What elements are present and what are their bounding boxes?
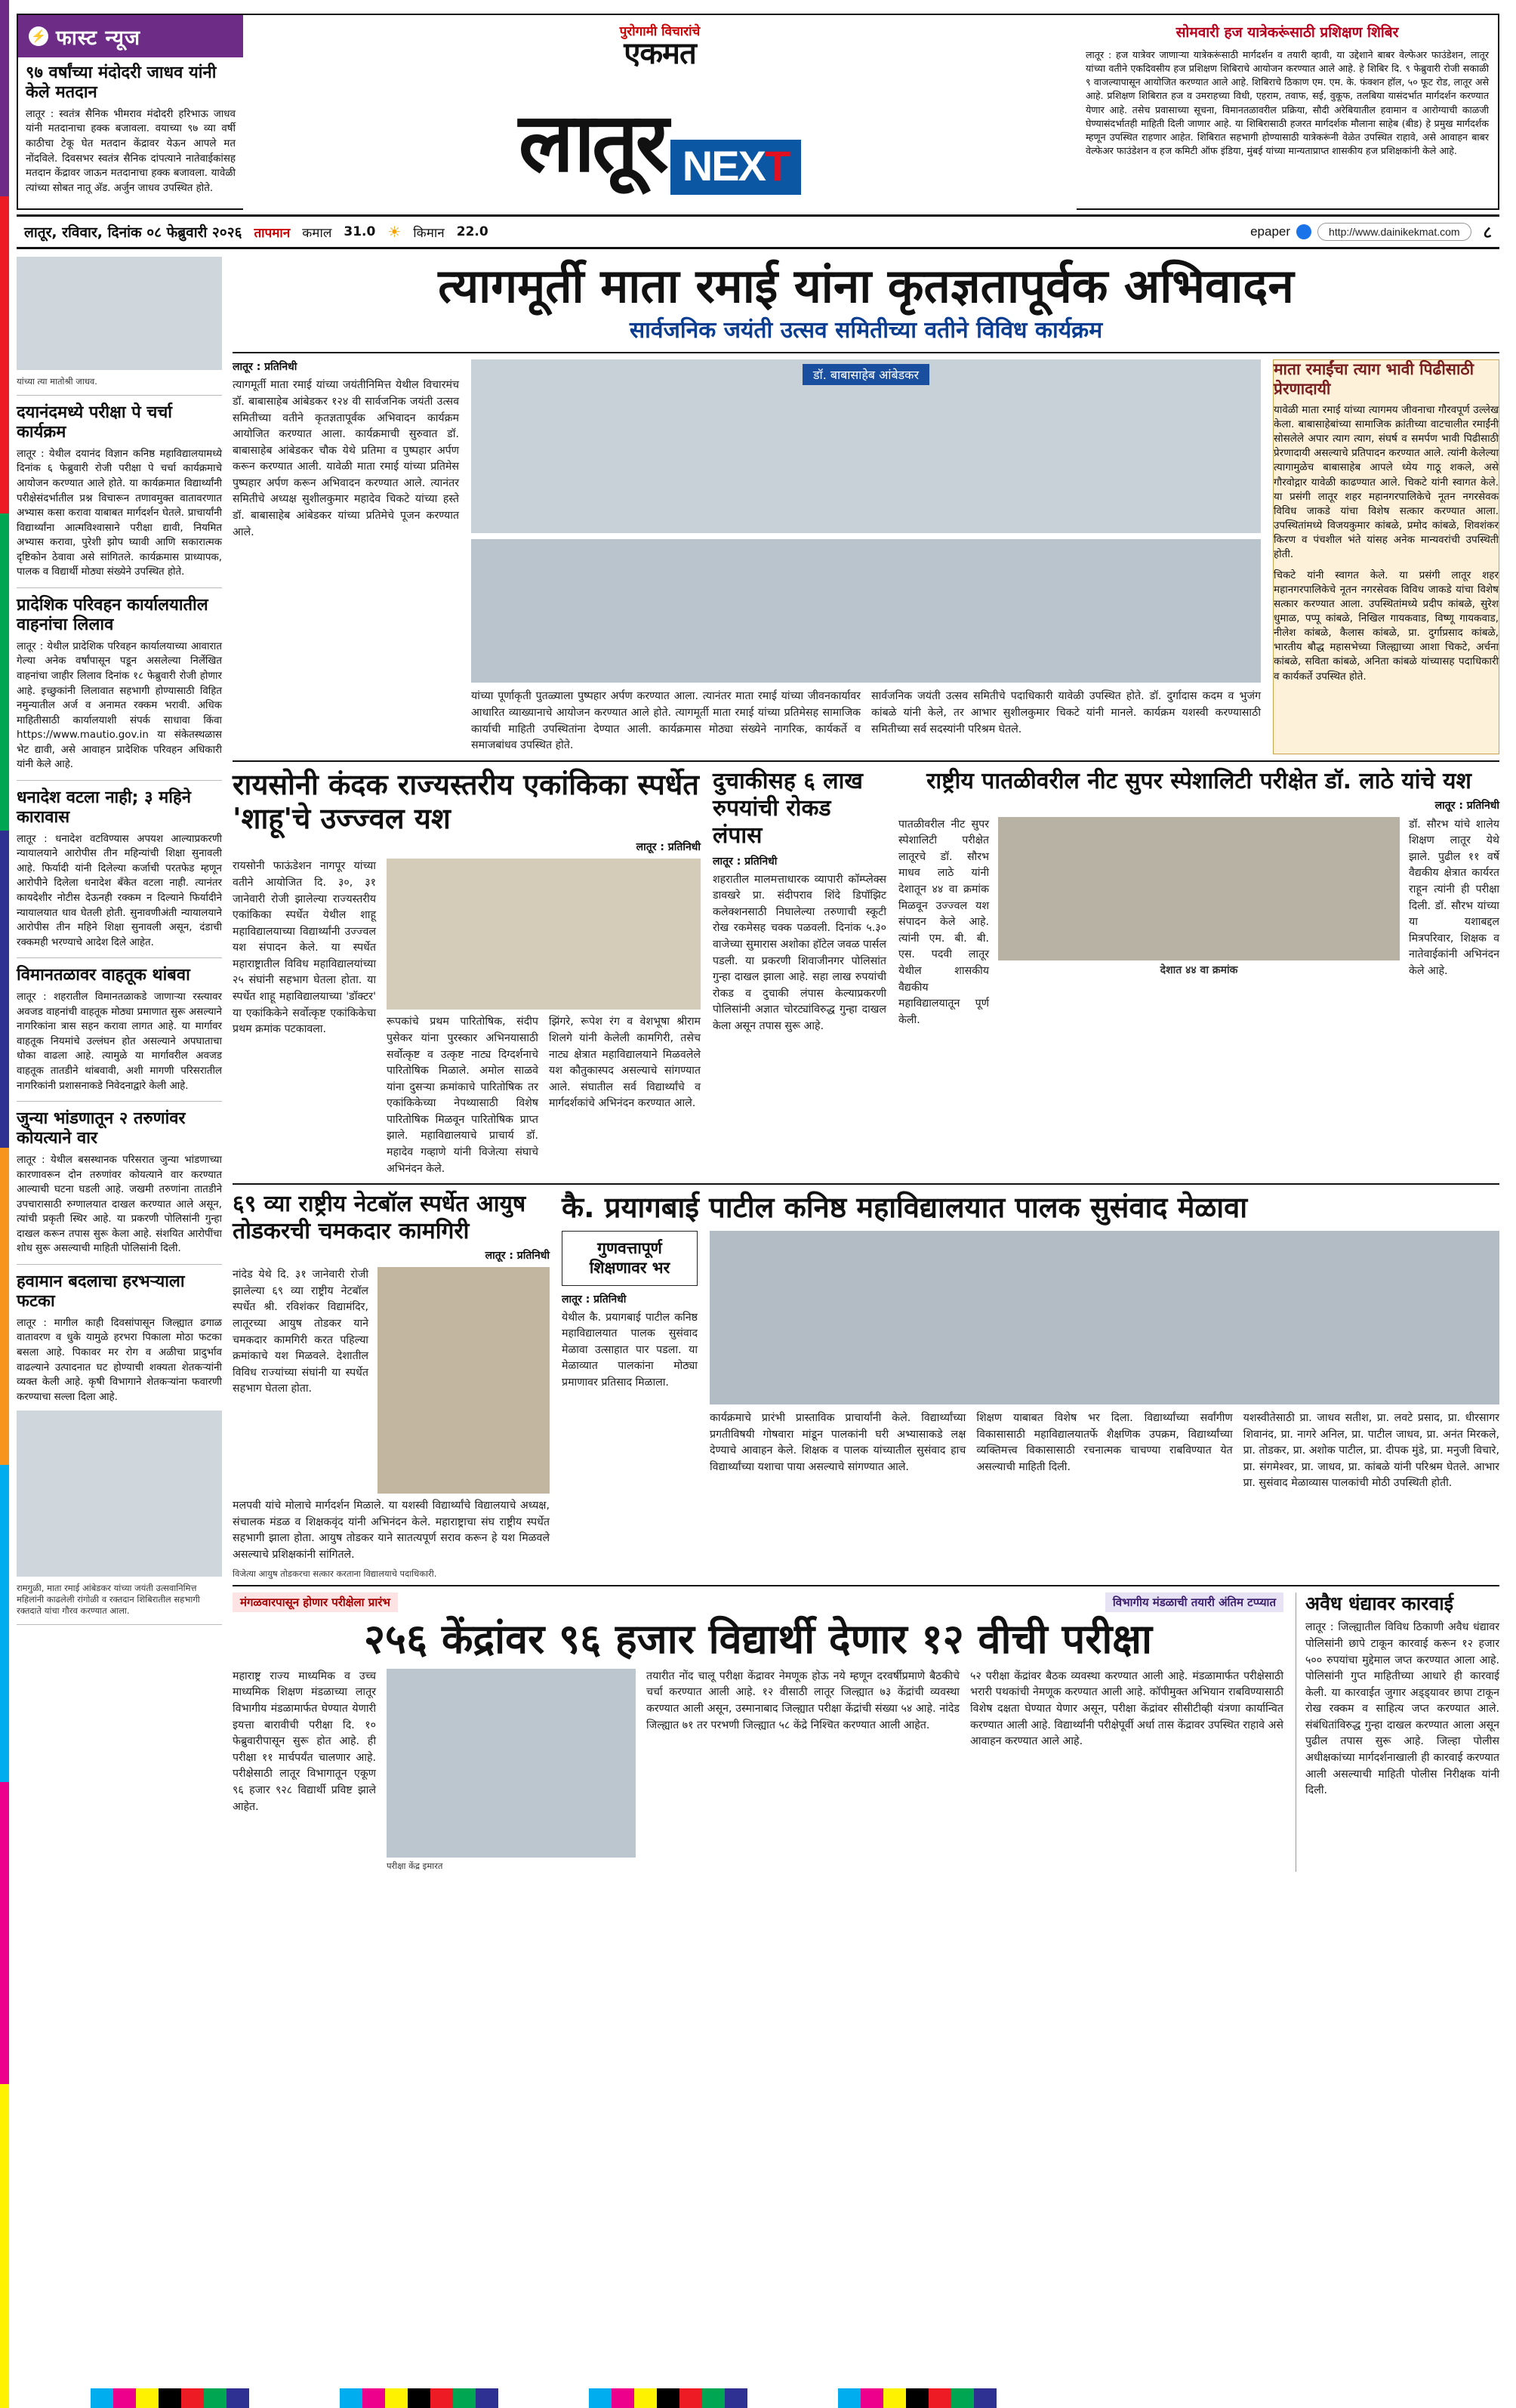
doctor-col1: पातळीवरील नीट सुपर स्पेशालिटी परीक्षेत लातूरचे डॉ. सौरभ माधव लाठे यांनी देशातून ४४ वा क्रमांक मिळवून उज्ज्वल यश संपादन केले आहे. त्यांनी एम. बी. बी. एस. पदवी लातूर येथील शासकीय वैद्यकीय महाविद्यालयातून पूर्ण केली. bbox=[898, 818, 989, 1026]
hajj-training-story bbox=[1077, 14, 1499, 210]
rayson-byline: लातूर : प्रतिनिधी bbox=[636, 841, 701, 854]
next-badge bbox=[670, 140, 801, 195]
lightning-icon: ⚡ bbox=[29, 26, 48, 46]
hospital-visit-photo bbox=[17, 1411, 222, 1577]
cheque-case-body: लातूर : धनादेश वटविण्यास अपयश आल्याप्रकरणी न्यायालयाने आरोपीस तीन महिन्यांची शिक्षा सुनावली आहे. फिर्यादी यांनी दिलेल्या कर्जाची परतफेड म्हणून आरोपीने दिलेला धनादेश बँकेत वटला नाही. त्यानंतर कायदेशीर नोटीस देऊनही रक्कम न दिल्याने फिर्यादीने न्यायालयात धाव घेतली होती. सुनावणीअंती न्यायालयाने आरोपीस तीन महिने शिक्षा सुनावली असून, दंडाची रक्कमही भरण्याचे आदेश दिले आहेत. bbox=[17, 833, 222, 948]
group-photo bbox=[471, 539, 1261, 683]
rayson-col3: झिंगरे, रूपेश रंग व वेशभूषा श्रीराम शिलगे यांनी केलेली कामगिरी, तसेच नाट्य क्षेत्रात महाविद्यालयाने मिळवलेले यश कौतुकास्पद असल्याचे सांगण्यात आले. संघातील सर्व विद्यार्थ्यांचे व मार्गदर्शकांचे अभिनंदन करण्यात आले. bbox=[549, 1016, 701, 1110]
exam-col2: तयारीत नोंद चालू परीक्षा केंद्रावर नेमणूक होऊ नये म्हणून दरवर्षीप्रमाणे बैठकीचे चर्चा करण्यात आली आहे. १२ वीसाठी लातूर जिल्ह्यात ७३ केंद्रांची व्यवस्था करण्यात आली असून, उस्मानाबाद जिल्ह्यात परीक्षा केंद्रांची संख्या ५४ आहे. नांदेड जिल्ह्यात ७१ तर परभणी जिल्ह्यात ५८ केंद्रे निश्चित करण्यात आली आहेत. bbox=[646, 1670, 960, 1731]
left-item-cheque-case bbox=[17, 788, 222, 958]
rama-box-body: यावेळी माता रमाई यांच्या त्यागमय जीवनाचा गौरवपूर्ण उल्लेख केला. बाबासाहेबांच्या सामाजिक क्रांतीच्या वाटचालीत रमाईंनी सोसलेले अपार त्याग त्याग, संघर्ष व समर्पण भावी पिढीसाठी प्रेरणादायी असल्याचे प्रतिपादन करण्यात आले. त्यांनी केलेल्या त्यागामुळेच बाबासाहेब आपले ध्येय गाठू शकले, असे गौरवोद्गार यावेळी काढण्यात आले. चिकटे यांनी स्वागत केले. या प्रसंगी लातूर शहर महानगरपालिकेचे नूतन नगरसेवक विविध जाकडे यांचा विशेष सत्कार करण्यात आला. उपस्थितांमध्ये विजयकुमार कांबळे, प्रमोद कांबळे, शिवशंकर किरण व पंचशील भंते यांसह अनेक मान्यवरांची उपस्थिती होती. bbox=[1274, 403, 1499, 561]
lead-subhead: सार्वजनिक जयंती उत्सव समितीच्या वतीने विविध कार्यक्रम bbox=[629, 317, 1103, 344]
color-bar-group bbox=[838, 2388, 997, 2408]
fastnews-lead-title: ९७ वर्षांच्या मंदोदरी जाधव यांनी केले मतदान bbox=[26, 63, 217, 102]
website-url[interactable]: http://www.dainikekmat.com bbox=[1317, 223, 1471, 241]
exam-kicker-left: मंगळवारपासून होणार परीक्षेला प्रारंभ bbox=[233, 1592, 398, 1612]
fast-news-panel bbox=[17, 14, 243, 210]
doctor-photo-caption: देशात ४४ वा क्रमांक bbox=[1160, 964, 1238, 976]
temp-max-value: 31.0 bbox=[344, 224, 376, 239]
lead-col3: सार्वजनिक जयंती उत्सव समितीचे पदाधिकारी यावेळी उपस्थित होते. डॉ. दुर्गादास कदम व भुजंग कांबळे यांनी केले, तर आभार सुशीलकुमार चिकटे यांनी मानले. कार्यक्रम यशस्वी करण्यासाठी समितीच्या सर्व सदस्यांनी परिश्रम घेतले. bbox=[871, 690, 1261, 735]
prayagbai-col3: शिक्षण याबाबत विशेष भर दिला. विद्यार्थ्यांच्या सर्वांगीण विकासासाठी महाविद्यालयातर्फे शैक्षणिक उपक्रम, विद्यार्थ्यांच्या व्यक्तिमत्त्व विकासासाठी रचनात्मक चाचण्या राबविण्यात येत असल्याची माहिती दिली. bbox=[976, 1412, 1233, 1473]
rto-auction-body: लातूर : येथील प्रादेशिक परिवहन कार्यालयाच्या आवारात गेल्या अनेक वर्षांपासून पडून असलेल्या निर्लेखित वाहनांचा जाहीर लिलाव दिनांक १८ फेब्रुवारी रोजी होणार आहे. इच्छुकांनी लिलावात सहभागी होण्यासाठी विहित नमुन्यातील अर्ज व अनामत रक्कम भरावी. अधिक माहितीसाठी कार्यालयाशी संपर्क साधावा किंवा https://www.mautio.gov.in या संकेतस्थळास भेट द्यावी, असे आवाहन प्रादेशिक परिवहन अधिकारी यांनी केले आहे. bbox=[17, 640, 222, 771]
raid-body: लातूर : जिल्ह्यातील विविध ठिकाणी अवैध धंद्यावर पोलिसांनी छापे टाकून कारवाई करून १२ हजार ५०० रुपयांचा मुद्देमाल जप्त करण्यात आला आहे. पोलिसांनी गुप्त माहितीच्या आधारे ही कारवाई केली. या कारवाईत जुगार अड्ड्यावर छापा टाकून रोख रक्कम व साहित्य जप्त करण्यात आले. संबंधितांविरुद्ध गुन्हा दाखल करण्यात आला असून पुढील तपास सुरू आहे. जिल्हा पोलीस अधीक्षकांच्या मार्गदर्शनाखाली ही कारवाई करण्यात आली असल्याची माहिती पोलीस निरीक्षक यांनी दिली. bbox=[1305, 1621, 1499, 1797]
latur-wordmark: लातूर bbox=[518, 95, 666, 190]
exam-col1: महाराष्ट्र राज्य माध्यमिक व उच्च माध्यमिक शिक्षण मंडळाच्या लातूर विभागीय मंडळामार्फत घेण्यात येणारी इयत्ता बारावीची परीक्षा दि. १० फेब्रुवारीपासून सुरू होत आहे. ही परीक्षा ११ मार्चपर्यंत चालणार आहे. परीक्षेसाठी लातूर विभागातून एकूण ९६ हजार ९२८ विद्यार्थी प्रविष्ट झाले आहेत. bbox=[233, 1670, 376, 1813]
exam-headline: २५६ केंद्रांवर ९६ हजार विद्यार्थी देणार १२ वीची परीक्षा bbox=[363, 1615, 1153, 1663]
raid-headline: अवैध धंद्यावर कारवाई bbox=[1305, 1592, 1454, 1615]
left-item-airport-traffic bbox=[17, 966, 222, 1102]
ekmat-logo bbox=[620, 26, 701, 69]
row-three bbox=[233, 1191, 1499, 1579]
prayagbai-col4: यशस्वीतेसाठी प्रा. जाधव सतीश, प्रा. लवटे प्रसाद, प्रा. धीरसागर शिवानंद, प्रा. नागरे अनिल, प्रा. पाटील जाधव, प्रा. अनंत मिरकले, प्रा. तोडकर, प्रा. अशोक पाटील, प्रा. दीपक मुंडे, प्रा. मनुजी विचारे, प्रा. संगमेश्वर, प्रा. जाधव, प्रा. कांबळे यांनी परिश्रम घेतले. आभार प्रा. सुसंवाद मेळाव्यास पालकांची मोठी उपस्थिती होती. bbox=[1243, 1412, 1499, 1490]
left-rail bbox=[17, 257, 222, 1872]
temp-min-label: किमान bbox=[413, 225, 445, 241]
info-bar bbox=[17, 214, 1499, 249]
stage-banner-text: डॉ. बाबासाहेब आंबेडकर bbox=[803, 364, 929, 385]
divider bbox=[233, 1183, 1499, 1185]
divider bbox=[233, 1585, 1499, 1586]
story-lottery bbox=[713, 768, 886, 1177]
prayagbai-col2: कार्यक्रमाचे प्रारंभी प्रास्ताविक प्राचार्यांनी केले. विद्यार्थ्यांच्या प्रगतीविषयी गोषवारा मांडून पालकांनी घरी अभ्यासाकडे लक्ष देण्याचे आवाहन केले. शिक्षक व पालक यांच्यातील सुसंवाद हाच विद्यार्थ्यांच्या यशाचा पाया असल्याचे सांगण्यात आले. bbox=[710, 1412, 966, 1473]
jayanti-stage-photo bbox=[471, 359, 1261, 533]
prayagbai-kicker: गुणवत्तापूर्ण शिक्षणावर भर bbox=[562, 1231, 698, 1286]
left-item-assault bbox=[17, 1109, 222, 1265]
weather-crop-title: हवामान बदलाचा हरभऱ्याला फटका bbox=[17, 1272, 185, 1311]
story-prayagbai bbox=[562, 1191, 1499, 1579]
main-column bbox=[233, 257, 1499, 1872]
story-doctor bbox=[898, 768, 1499, 1177]
lead-story bbox=[233, 260, 1499, 754]
assault-body: लातूर : येथील बसस्थानक परिसरात जुन्या भांडणाच्या कारणावरून दोन तरुणांवर कोयत्याने वार करण्यात आल्याची घटना घडली आहे. जखमी तरुणांना तातडीने उपचारासाठी रुग्णालयात दाखल करण्यात आले असून, त्यांची प्रकृती स्थिर आहे. या प्रकरणी पोलिसांनी गुन्हा दाखल करून तपास सुरू केला आहे. संशयित आरोपींचा शोध सुरू असल्याची माहिती पोलिसांनी दिली. bbox=[17, 1155, 222, 1255]
next-label: NEX bbox=[682, 141, 765, 190]
lottery-byline: लातूर : प्रतिनिधी bbox=[713, 855, 778, 868]
exam-kicker-right: विभागीय मंडळाची तयारी अंतिम टप्प्यात bbox=[1105, 1592, 1283, 1612]
page-number: ८ bbox=[1483, 224, 1492, 242]
divider bbox=[233, 760, 1499, 762]
fast-news-title: फास्ट न्यूज bbox=[56, 26, 140, 50]
story-raid bbox=[1296, 1592, 1499, 1871]
epaper-label[interactable]: epaper bbox=[1250, 224, 1291, 239]
elderly-voters-photo bbox=[17, 257, 222, 370]
page-grid bbox=[17, 257, 1499, 1872]
rayson-col2: रूपकांचे प्रथम पारितोषिक, संदीप पुसेकर यांना पुरस्कार अभिनयासाठी सर्वोत्कृष्ट व उत्कृष्ट नाट्य दिग्दर्शनाचे पारितोषिक मिळाले. अमोल साळवे यांना दुसऱ्या क्रमांकाचे पारितोषिक तर एकांकिकेच्या नेपथ्यासाठी विशेष पारितोषिक मिळवून पारितोषिक प्राप्त झाले. महाविद्यालयाचे प्राचार्य डॉ. महादेव गव्हाणे यांनी विजेत्या संघाचे अभिनंदन केले. bbox=[387, 1016, 538, 1175]
rama-box-names: चिकटे यांनी स्वागत केले. या प्रसंगी लातूर शहर महानगरपालिकेचे नूतन नगरसेवक विविध जाकडे यांचा विशेष सत्कार करण्यात आला. उपस्थितांमध्ये प्रदीप कांबळे, सुरेश धुमाळ, पप्पू कांबळे, निखिल गायकवाड, विष्णू गायकवाड, नीलेश कांबळे, कैलास कांबळे, प्रा. दुर्गाप्रसाद कांबळे, भारतीय बौद्ध महासभेच्या जिल्ह्याच्या आशा चिकटे, अर्चना कांबळे, सविता कांबळे, अनिता कांबळे यांच्यासह पदाधिकारी व कार्यकर्ते उपस्थित होते. bbox=[1274, 569, 1499, 683]
netball-col1: नांदेड येथे दि. ३१ जानेवारी रोजी झालेल्या ६९ व्या राष्ट्रीय नेटबॉल स्पर्धेत श्री. रविशंकर विद्यामंदिर, लातूरच्या आयुष तोडकर याने चमकदार कामगिरी करत पहिल्या क्रमांकाचे यश मिळवले. देशातील विविध राज्यांच्या संघांनी या स्पर्धेत सहभाग घेतला होता. bbox=[233, 1269, 368, 1395]
doctor-col2: डॉ. सौरभ यांचे शालेय शिक्षण लातूर येथे झाले. पुढील ११ वर्षे वैद्यकीय क्षेत्रात कार्यरत राहून त्यांनी ही परीक्षा दिली. डॉ. सौरभ यांच्या या यशाबद्दल मित्रपरिवार, शिक्षक व नातेवाईकांनी अभिनंदन केले आहे. bbox=[1409, 818, 1499, 977]
rayson-col1: रायसोनी फाऊंडेशन नागपूर यांच्या वतीने आयोजित दि. ३०, ३१ जानेवारी रोजी झालेल्या राज्यस्तरीय एकांकिका स्पर्धेत येथील शाहू महाविद्यालयाच्या विद्यार्थ्यांनी उज्ज्वल यश संपादन केले. या स्पर्धेत महाराष्ट्रातील विविध महाविद्यालयांच्या २५ संघांनी सहभाग घेतला होता. या स्पर्धेत शाहू महाविद्यालयाच्या 'डॉक्टर' या एकांकिकेने सर्वोत्कृष्ट एकांकिकेचा प्रथम क्रमांक पटकावला. bbox=[233, 860, 376, 1036]
epaper-link-group[interactable] bbox=[1250, 223, 1471, 241]
netball-byline: लातूर : प्रतिनिधी bbox=[485, 1250, 550, 1263]
exam-col3: ५२ परीक्षा केंद्रांवर बैठक व्यवस्था करण्यात आली आहे. मंडळामार्फत परीक्षेसाठी भरारी पथकांची नेमणूक करण्यात आली आहे. कॉपीमुक्त अभियान राबविण्यासाठी विशेष दक्षता घेण्यात येणार असून, परीक्षा केंद्रांवर सीसीटीव्ही यंत्रणा कार्यान्वित करण्यात आली आहे. विद्यार्थ्यांनी परीक्षेपूर्वी अर्धा तास केंद्रावर उपस्थित राहावे असे आवाहन करण्यात आले आहे. bbox=[970, 1670, 1283, 1748]
rayson-award-photo bbox=[387, 859, 701, 1010]
lottery-headline: दुचाकीसह ६ लाख रुपयांची रोकड लंपास bbox=[713, 767, 863, 849]
prayagbai-meeting-photo bbox=[710, 1231, 1499, 1404]
airport-traffic-body: लातूर : शहरातील विमानतळाकडे जाणाऱ्या रस्त्यावर अवजड वाहनांची वाहतूक मोठ्या प्रमाणात सुरू असल्याने नागरिकांना त्रास सहन करावा लागत आहे. या मार्गावर वाहतूक नियमांचे उल्लंघन होत असल्याने अपघाताचा धोका वाढला आहे. त्यामुळे या मार्गावरील अवजड वाहतूक तातडीने थांबवावी, अशी मागणी परिसरातील नागरिकांनी प्रशासनाकडे निवेदनाद्वारे केली आहे. bbox=[17, 991, 222, 1092]
lead-col1: त्यागमूर्ती माता रमाई यांच्या जयंतीनिमित्त येथील विचारमंच डॉ. बाबासाहेब आंबेडकर १२४ वी सार्वजनिक जयंती उत्सव समितीच्या वतीने कृतज्ञतापूर्वक अभिवादन कार्यक्रम आयोजित करण्यात आला. कार्यक्रमाची सुरुवात डॉ. बाबासाहेब आंबेडकर चौक येथे प्रतिमा व पुष्पहार अर्पण करून करण्यात आली. यावेळी माता रमाई यांच्या प्रतिमेस पुष्पहार अर्पण करून अभिवादन करण्यात आले. त्यानंतर समितीचे अध्यक्ष सुशीलकुमार महादेव चिकटे यांच्या हस्ते डॉ. बाबासाहेब आंबेडकर यांच्या प्रतिमेचे पूजन करण्यात आले. bbox=[233, 379, 459, 538]
temp-min-value: 22.0 bbox=[456, 224, 488, 239]
fast-news-header bbox=[18, 15, 243, 57]
airport-traffic-title: विमानतळावर वाहतूक थांबवा bbox=[17, 966, 190, 985]
prayagbai-col1: येथील कै. प्रयागबाई पाटील कनिष्ठ महाविद्यालयात पालक सुसंवाद मेळावा उत्साहात पार पडला. या मेळाव्यात पालकांना मोठ्या प्रमाणावर प्रतिसाद मिळाला. bbox=[562, 1311, 698, 1389]
story-exam bbox=[233, 1592, 1283, 1871]
prayagbai-headline: कै. प्रयागबाई पाटील कनिष्ठ महाविद्यालयात पालक सुसंवाद मेळावा bbox=[562, 1191, 1248, 1225]
weather-crop-body: लातूर : मागील काही दिवसांपासून जिल्ह्यात ढगाळ वातावरण व धुके यामुळे हरभरा पिकाला मोठा फटका बसला आहे. पिकावर मर रोग व अळीचा प्रादुर्भाव वाढल्याने उत्पादनात घट होण्याची शक्यता शेतकऱ्यांनी व्यक्त केली आहे. कृषी विभागाने शेतकऱ्यांना फवारणी करण्याचा सल्ला दिला आहे. bbox=[17, 1317, 222, 1403]
doctor-headline: राष्ट्रीय पातळीवरील नीट सुपर स्पेशालिटी परीक्षेत डॉ. लाठे यांचे यश bbox=[926, 767, 1471, 794]
lead-byline: लातूर : प्रतिनिधी bbox=[233, 361, 297, 374]
color-bar-group bbox=[91, 2388, 249, 2408]
temp-max-label: कमाल bbox=[302, 225, 332, 241]
color-bar-group bbox=[340, 2388, 498, 2408]
ekmat-tagline: पुरोगामी विचारांचे bbox=[619, 24, 701, 39]
story-rayson bbox=[233, 768, 701, 1177]
globe-icon bbox=[1296, 224, 1311, 239]
rayson-headline: रायसोनी कंदक राज्यस्तरीय एकांकिका स्पर्धेत 'शाहू'चे उज्ज्वल यश bbox=[233, 767, 699, 835]
registration-color-bars bbox=[0, 2388, 1516, 2408]
netball-col2: मलपवी यांचे मोलाचे मार्गदर्शन मिळाले. या यशस्वी विद्यार्थ्यांचे विद्यालयाचे अध्यक्ष, संचालक मंडळ व शिक्षकवृंद यांनी अभिनंदन केले. महाराष्ट्राचा संघ राष्ट्रीय स्पर्धेत सहभागी झाला होता. आयुष तोडकर याने सातत्यपूर्ण सराव करून हे यश मिळवले असल्याचे प्रशिक्षकांनी सांगितले. bbox=[233, 1500, 550, 1561]
dayanand-title: दयानंदमध्ये परीक्षा पे चर्चा कार्यक्रम bbox=[17, 402, 172, 442]
hospital-photo-caption: रामगुळी, माता रमाई आंबेडकर यांच्या जयंती उत्सवानिमित्त महिलांनी काढलेली रांगोळी व रक्तदान शिबिरातील सहभागी रक्तदाते यांचा गौरव करण्यात आला. bbox=[17, 1583, 200, 1617]
edge-color-strip bbox=[0, 0, 9, 2408]
hajj-story-body: लातूर : हज यात्रेवर जाणाऱ्या यात्रेकरूंसाठी मार्गदर्शन व तयारी व्हावी, या उद्देशाने बाबर वेल्फेअर फाउंडेशन, लातूर यांच्या वतीने एकदिवसीय हज प्रशिक्षण शिबिराचे आयोजन करण्यात आले आहे. हे शिबिर दि. ९ फेब्रुवारी रोजी सकाळी ९ वाजल्यापासून आयोजित करण्यात आले आहे. शिबिराचे ठिकाण एम. एम. के. फंक्शन हॉल, ५० फूट रोड, लातूर असे आहे. प्रशिक्षण शिबिरात हज व उमराहच्या विधी, एहराम, तवाफ, सई, वुकूफ, तलबिया यासंदर्भात मार्गदर्शन करण्यात येणार आहे. तसेच प्रवासाच्या सूचना, विमानतळावरील प्रक्रिया, सौदी अरेबियातील हवामान व आरोग्याची काळजी घेण्यासंदर्भातही माहिती दिली जाणार आहे. या शिबिरासाठी हजरत मार्गदर्शक मौलाना साहेब (बीड) हे प्रमुख मार्गदर्शक म्हणून उपस्थित राहणार आहेत. शिबिरात सहभागी होण्यासाठी यात्रेकरूंनी वेळेत उपस्थित राहावे, असे आवाहन बाबर वेल्फेअर फाउंडेशन व हज कमिटी ऑफ इंडिया, मुंबई यांच्या मान्यताप्राप्त शासकीय हज प्रशिक्षकांनी केले आहे. bbox=[1086, 48, 1489, 157]
row-two bbox=[233, 768, 1499, 1177]
dayanand-body: लातूर : येथील दयानंद विज्ञान कनिष्ठ महाविद्यालयामध्ये दिनांक ६ फेब्रुवारी रोजी परीक्षा पे चर्चा कार्यक्रमाचे आयोजन करण्यात आले होते. या कार्यक्रमात विद्यार्थ्यांनी परीक्षेसंदर्भातील प्रश्न विचारून तणावमुक्त वातावरणात अभ्यास कसा करावा याबाबत मार्गदर्शन घेतले. प्राचार्यांनी विद्यार्थ्यांना आत्मविश्वासाने परीक्षा द्यावी, नियमित अभ्यास करावा, पुरेशी झोप घ्यावी आणि सकारात्मक दृष्टिकोन ठेवावा असे सांगितले. कार्यक्रमास प्राध्यापक, पालक व विद्यार्थी मोठ्या संख्येने उपस्थित होते. bbox=[17, 448, 222, 578]
exam-photo-caption: परीक्षा केंद्र इमारत bbox=[387, 1860, 443, 1871]
logo-area bbox=[243, 14, 1077, 210]
assault-title: जुन्या भांडणातून २ तरुणांवर कोयत्याने वार bbox=[17, 1109, 186, 1149]
lead-headline: त्यागमूर्ती माता रमाई यांना कृतज्ञतापूर्वक अभिवादन bbox=[438, 258, 1294, 313]
rto-auction-title: प्रादेशिक परिवहन कार्यालयातील वाहनांचा लिलाव bbox=[17, 595, 208, 634]
rama-tribute-box bbox=[1273, 359, 1499, 754]
rama-box-title: माता रमाईंचा त्याग भावी पिढीसाठी प्रेरणादायी bbox=[1274, 360, 1474, 398]
lottery-body: शहरातील मालमत्ताधारक व्यापारी कॉम्प्लेक्स डावखरे प्रा. संदीपराव शिंदे डिपॉझिट कलेक्शनसाठी निघालेल्या तरुणाची स्कूटी रोख रकमेसह चक्क पळवली. दिनांक ५.३० वाजेच्या सुमारास अशोका हॉटेल जवळ पार्सल पडली. या प्रकरणी शिवाजीनगर पोलिसांत गुन्हा दाखल झाला आहे. सहा लाख रुपयांची रोकड व दुचाकी लंपास केल्याप्रकरणी पोलिसांनी अज्ञात चोरट्यांविरुद्ध गुन्हा दाखल केला असून तपास सुरू आहे. bbox=[713, 873, 886, 1032]
masthead bbox=[17, 14, 1499, 210]
lead-col2: यांच्या पूर्णाकृती पुतळ्याला पुष्पहार अर्पण करण्यात आला. त्यानंतर माता रमाई यांच्या जीवनकार्यावर आधारित व्याख्यानाचे आयोजन करण्यात आले होते. त्यागमूर्ती माता रमाई यांच्या प्रतिमेसह सामाजिक कार्याची माहिती उपस्थितांना देण्यात आली. कार्यक्रमास मोठ्या संख्येने नागरिक, कार्यकर्ते व समाजबांधव उपस्थित होते. bbox=[471, 690, 861, 752]
left-photo-voters bbox=[17, 257, 222, 396]
netball-headline: ६९ व्या राष्ट्रीय नेटबॉल स्पर्धेत आयुष तोडकरची चमकदार कामगिरी bbox=[233, 1191, 526, 1245]
voters-photo-caption: यांच्या त्या मातोश्री जाधव. bbox=[17, 376, 97, 387]
color-bar-group bbox=[589, 2388, 747, 2408]
doctor-portrait-photo bbox=[998, 817, 1400, 960]
netball-winner-photo bbox=[377, 1267, 550, 1494]
left-item-weather-crop bbox=[17, 1272, 222, 1625]
next-x-letter: T bbox=[764, 141, 790, 190]
city-date: लातूर, रविवार, दिनांक ०८ फेब्रुवारी २०२६ bbox=[24, 224, 242, 241]
ekmat-name: एकमत bbox=[624, 36, 696, 71]
left-item-dayanand bbox=[17, 403, 222, 588]
hajj-story-title: सोमवारी हज यात्रेकरूंसाठी प्रशिक्षण शिबिर bbox=[1176, 24, 1399, 41]
row-four bbox=[233, 1592, 1499, 1871]
temperature-label: तापमान bbox=[254, 225, 291, 241]
sun-icon: ☀ bbox=[387, 224, 402, 241]
divider bbox=[233, 352, 1499, 353]
doctor-byline: लातूर : प्रतिनिधी bbox=[1434, 799, 1499, 812]
fastnews-lead-body: लातूर : स्वतंत्र सैनिक भीमराव मंदोदरी हरिभाऊ जाधव यांनी मतदानाचा हक्क बजावला. वयाच्या ९७ व्या वर्षी काठीचा टेकू घेत मतदान केंद्रावर येऊन आपले मत नोंदविले. दिवसभर स्वतंत्र सैनिक दांपत्याने नातेवाईकांसह मतदान केंद्रावर जाऊन मतदानाचा हक्क बजावला. यावेळी त्यांच्या सोबत नातू अ‍ॅड. अर्जुन जाधव उपस्थित होते. bbox=[26, 108, 236, 194]
exam-building-photo bbox=[387, 1669, 636, 1858]
story-netball bbox=[233, 1191, 550, 1579]
left-item-rto-auction bbox=[17, 596, 222, 781]
netball-photo-caption: विजेत्या आयुष तोडकरचा सत्कार करताना विद्यालयाचे पदाधिकारी. bbox=[233, 1568, 437, 1579]
prayagbai-byline: लातूर : प्रतिनिधी bbox=[562, 1293, 627, 1306]
cheque-case-title: धनादेश वटला नाही; ३ महिने कारावास bbox=[17, 788, 191, 827]
